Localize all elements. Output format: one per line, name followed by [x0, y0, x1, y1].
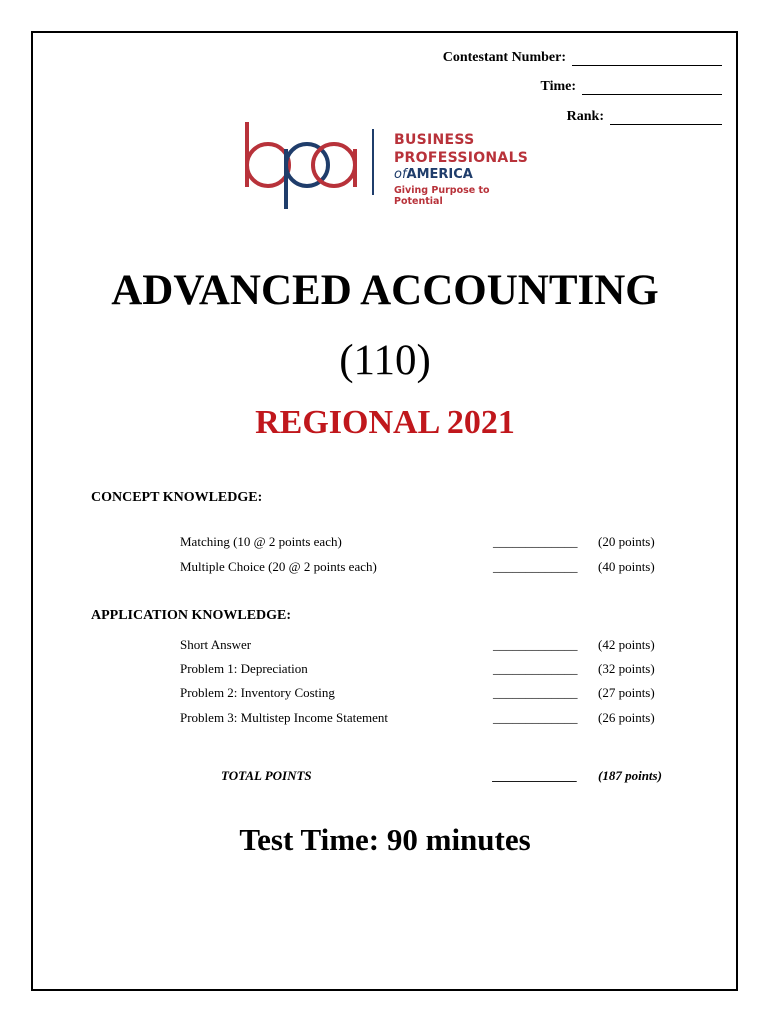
- test-time: Test Time: 90 minutes: [239, 822, 531, 857]
- exam-title: ADVANCED ACCOUNTING: [111, 267, 659, 314]
- total-points-row: [221, 768, 681, 786]
- contestant-number-label: Contestant Number:: [442, 50, 566, 65]
- score-row-label: Matching (10 @ 2 points each): [180, 534, 342, 549]
- score-points: (20 points): [598, 534, 655, 549]
- event-level: REGIONAL 2021: [255, 404, 515, 441]
- score-row-label: Multiple Choice (20 @ 2 points each): [180, 559, 377, 574]
- score-row-label: Problem 3: Multistep Income Statement: [180, 710, 388, 725]
- score-blank[interactable]: _____________: [493, 534, 578, 549]
- logo-text-of: of: [394, 167, 407, 182]
- logo-text-of-america: [394, 167, 473, 182]
- score-row-problem-2: [180, 685, 670, 703]
- score-points: (27 points): [598, 685, 655, 700]
- concept-knowledge-heading: CONCEPT KNOWLEDGE:: [91, 490, 263, 505]
- score-points: (42 points): [598, 637, 655, 652]
- bpa-logo: [238, 119, 538, 211]
- score-blank[interactable]: _____________: [493, 559, 578, 574]
- score-blank[interactable]: _____________: [493, 710, 578, 725]
- application-knowledge-heading: APPLICATION KNOWLEDGE:: [91, 608, 292, 623]
- score-row-problem-1: [180, 661, 670, 679]
- logo-divider: [372, 129, 374, 195]
- logo-text-business: BUSINESS: [394, 132, 475, 148]
- rank-line[interactable]: [610, 111, 722, 125]
- score-row-label: Short Answer: [180, 637, 252, 652]
- total-points-blank[interactable]: _____________: [493, 768, 578, 783]
- logo-text-america: AMERICA: [406, 167, 473, 182]
- bpa-logo-icon: [238, 119, 368, 211]
- rank-field[interactable]: [567, 109, 722, 125]
- score-row-label: Problem 2: Inventory Costing: [180, 685, 335, 700]
- exam-code: (110): [339, 337, 431, 384]
- contestant-number-line[interactable]: [572, 52, 722, 66]
- rank-label: Rank:: [566, 109, 604, 124]
- logo-text-professionals: PROFESSIONALS: [394, 150, 529, 166]
- score-row-problem-3: [180, 710, 670, 728]
- time-line[interactable]: [582, 81, 722, 95]
- score-points: (26 points): [598, 710, 655, 725]
- score-points: (32 points): [598, 661, 655, 676]
- score-row-matching: [180, 534, 670, 552]
- score-row-short-answer: [180, 637, 670, 655]
- score-blank[interactable]: _____________: [493, 685, 578, 700]
- time-field[interactable]: [540, 79, 722, 95]
- total-points-label: TOTAL POINTS: [221, 768, 312, 783]
- logo-tagline: Giving Purpose to Potential: [394, 185, 490, 207]
- score-row-label: Problem 1: Depreciation: [180, 661, 308, 676]
- contestant-number-field[interactable]: [443, 50, 722, 66]
- time-label: Time:: [540, 79, 576, 94]
- total-points-value: (187 points): [598, 768, 662, 783]
- score-points: (40 points): [598, 559, 655, 574]
- score-blank[interactable]: _____________: [493, 637, 578, 652]
- score-blank[interactable]: _____________: [493, 661, 578, 676]
- score-row-multiple-choice: [180, 559, 670, 577]
